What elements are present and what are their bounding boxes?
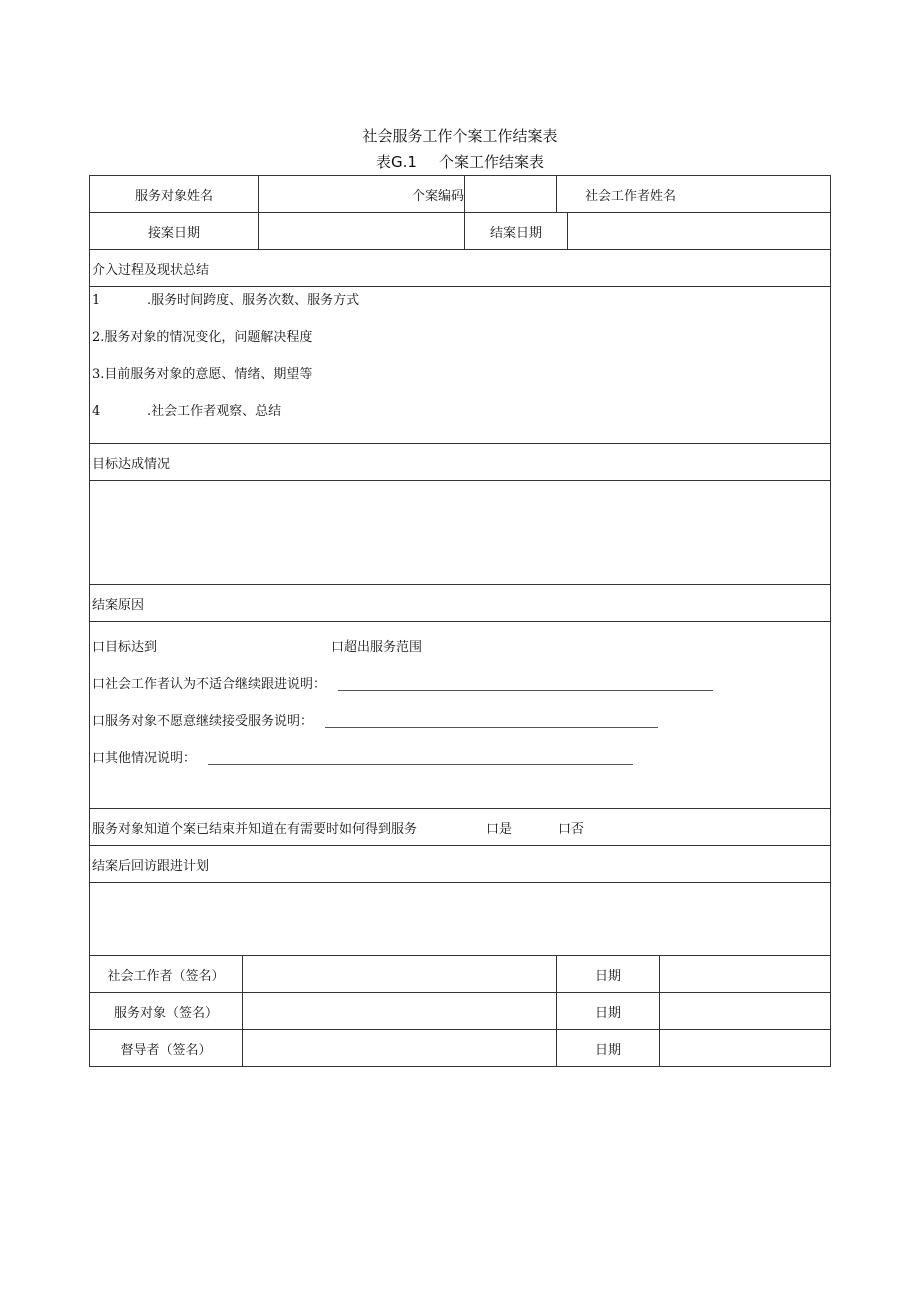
page-title: 社会服务工作个案工作结案表: [362, 127, 558, 145]
goals-content[interactable]: [90, 481, 831, 585]
reason-other-checkbox[interactable]: 口其他情况说明：: [92, 751, 197, 766]
table-caption: [0, 150, 920, 174]
reason-goal-checkbox[interactable]: 口目标达到: [92, 640, 158, 655]
reason-other-blank[interactable]: [208, 752, 633, 765]
reason-line: [90, 634, 830, 671]
row-dates: [90, 213, 831, 250]
table-name: 个案工作结案表: [438, 153, 544, 171]
signature-field[interactable]: [243, 956, 557, 993]
signature-role-label: 服务对象（签名）: [90, 993, 243, 1030]
case-closure-form: [89, 175, 831, 1067]
client-name-label: 服务对象姓名: [90, 176, 259, 213]
row-signature: [90, 1030, 831, 1067]
close-date-label: 结案日期: [465, 213, 568, 250]
reasons-heading: 结案原因: [90, 585, 831, 622]
row-awareness: [90, 809, 831, 846]
intervention-item: 1 .服务时间跨度、服务次数、服务方式: [92, 293, 360, 308]
row-signature: [90, 956, 831, 993]
row-intervention-heading: [90, 250, 831, 287]
signature-date-field[interactable]: [660, 1030, 831, 1067]
reason-line: [90, 745, 830, 782]
goals-heading: 目标达成情况: [90, 444, 831, 481]
row-intervention-body: [90, 287, 831, 444]
intervention-item: 4 .社会工作者观察、总结: [92, 404, 282, 419]
signature-field[interactable]: [243, 1030, 557, 1067]
reasons-content: [90, 622, 831, 809]
signature-date-field[interactable]: [660, 956, 831, 993]
case-no-label: 个案编码: [259, 176, 465, 213]
intervention-content[interactable]: [90, 287, 831, 444]
reason-client-blank[interactable]: [325, 715, 658, 728]
signature-role-label: 社会工作者（签名）: [90, 956, 243, 993]
row-signature: [90, 993, 831, 1030]
signature-date-label: 日期: [557, 956, 660, 993]
reason-client-checkbox[interactable]: 口服务对象不愿意继续接受服务说明：: [92, 714, 314, 729]
table-code: 表G.1: [376, 153, 417, 171]
form-titles: [0, 124, 920, 174]
row-goals-body: [90, 481, 831, 585]
signature-field[interactable]: [243, 993, 557, 1030]
awareness-question-cell: [90, 809, 831, 846]
signature-role-label: 督导者（签名）: [90, 1030, 243, 1067]
intake-date-field[interactable]: [259, 213, 465, 250]
reason-scope-checkbox[interactable]: 口超出服务范围: [331, 640, 423, 655]
reason-line: [90, 708, 830, 745]
intervention-item: 3.目前服务对象的意愿、情绪、期望等: [92, 367, 313, 382]
row-reasons-heading: [90, 585, 831, 622]
intervention-heading: 介入过程及现状总结: [90, 250, 831, 287]
row-goals-heading: [90, 444, 831, 481]
close-date-field[interactable]: [568, 213, 831, 250]
signature-date-field[interactable]: [660, 993, 831, 1030]
row-followup-heading: [90, 846, 831, 883]
reason-worker-blank[interactable]: [338, 678, 713, 691]
case-no-field[interactable]: [465, 176, 557, 213]
reason-worker-checkbox[interactable]: 口社会工作者认为不适合继续跟进说明：: [92, 677, 327, 692]
awareness-question: 服务对象知道个案已结束并知道在有需要时如何得到服务: [92, 821, 418, 837]
followup-content[interactable]: [90, 883, 831, 956]
intake-date-label: 接案日期: [90, 213, 259, 250]
row-followup-body: [90, 883, 831, 956]
followup-heading: 结案后回访跟进计划: [90, 846, 831, 883]
signature-date-label: 日期: [557, 1030, 660, 1067]
awareness-no-checkbox[interactable]: 口否: [558, 821, 585, 837]
awareness-yes-checkbox[interactable]: 口是: [486, 821, 513, 837]
row-client-info: [90, 176, 831, 213]
row-reasons-body: [90, 622, 831, 809]
reason-line: [90, 671, 830, 708]
signature-date-label: 日期: [557, 993, 660, 1030]
intervention-item: 2.服务对象的情况变化，问题解决程度: [92, 330, 313, 345]
worker-name-label: 社会工作者姓名: [557, 176, 831, 213]
